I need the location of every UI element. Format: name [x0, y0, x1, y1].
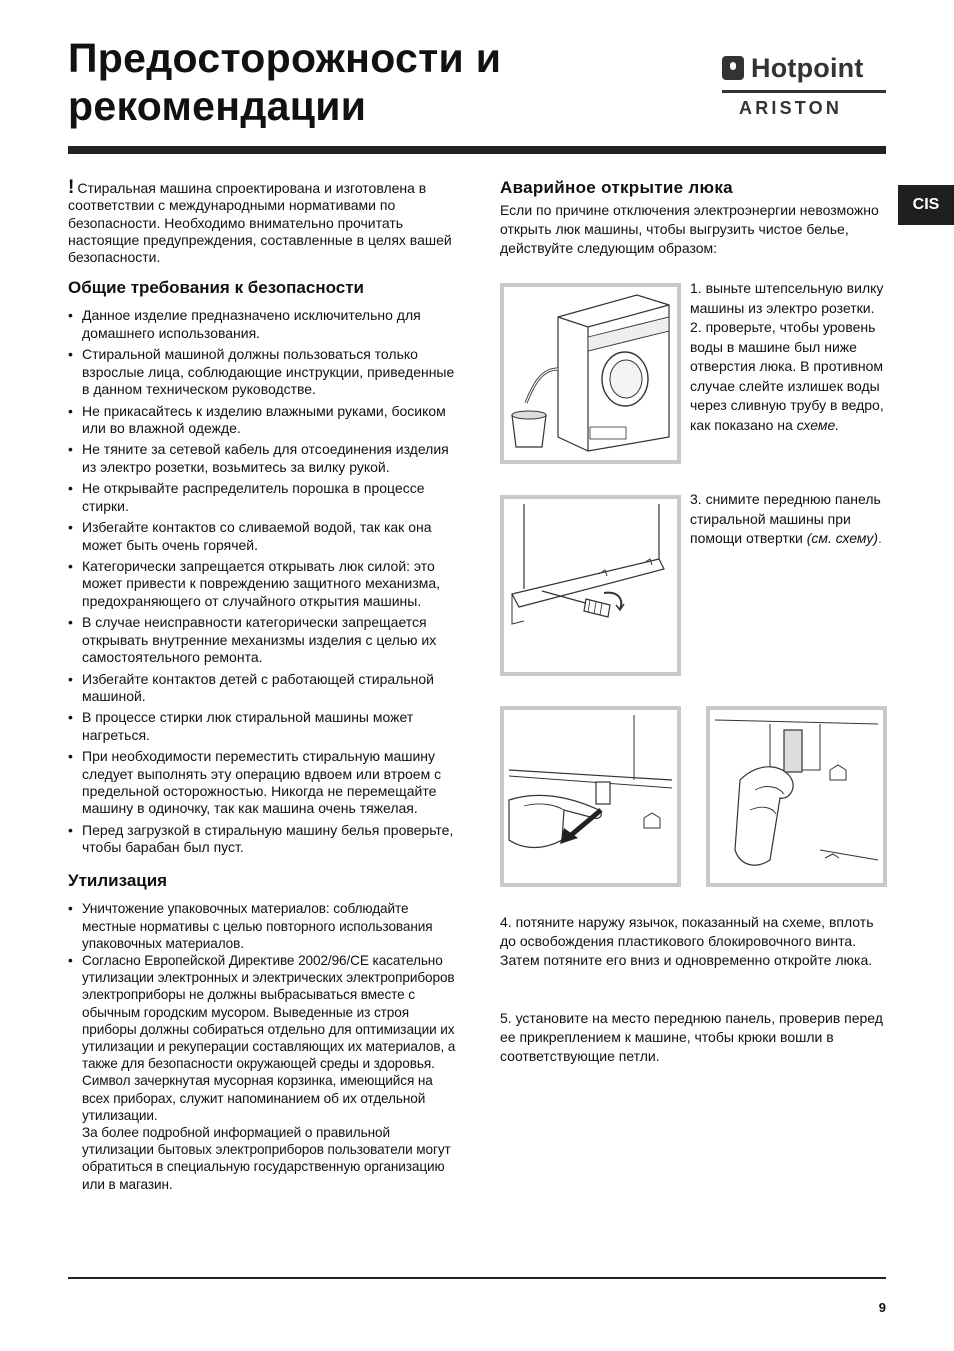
- list-item: • Уничтожение упаковочных материалов: соблюдайте местные нормативы с целью повторного использования упаковочных материалов.: [68, 900, 456, 952]
- list-item: • В случае неисправности категорически запрещается открывать внутренние механизмы изделия с целью их самостоятельного ремонта.: [68, 614, 456, 666]
- disposal-info-text: За более подробной информацией о правильной утилизации бытовых электроприборов пользователи могут обратиться в специальную государственную организацию или в магазин.: [82, 1125, 451, 1192]
- emergency-intro: Если по причине отключения электроэнергии невозможно открыть люк машины, чтобы выгрузить чистое белье, действуйте следующим образом:: [500, 202, 879, 256]
- step-1-text: 1. выньте штепсельную вилку машины из электро розетки.: [690, 280, 884, 316]
- page-title-line-1: Предосторожности и: [68, 35, 502, 81]
- tab-closeup-drawing: [710, 710, 883, 883]
- brand-divider: [722, 90, 886, 93]
- list-item: • Категорически запрещается открывать люк силой: это может привести к повреждению защитного механизма, предохраняющего от случайного открытия машины.: [68, 558, 456, 610]
- disposal-heading: Утилизация: [68, 871, 168, 891]
- step-3-reference: (см. схему): [806, 530, 879, 546]
- general-safety-list: [68, 307, 456, 856]
- step-1-2-text: [690, 279, 890, 435]
- page-title-line-2: рекомендации: [68, 83, 367, 129]
- step-3-end: .: [878, 530, 882, 546]
- general-safety-heading: Общие требования к безопасности: [68, 278, 364, 298]
- list-item: [68, 952, 456, 1193]
- pull-tab-drawing: [504, 710, 677, 883]
- list-item: • Избегайте контактов со сливаемой водой, так как она может быть очень горячей.: [68, 519, 456, 554]
- page-number: 9: [878, 1300, 886, 1315]
- list-item: • Не открывайте распределитель порошка в процессе стирки.: [68, 480, 456, 515]
- drain-drawing: [504, 287, 677, 460]
- page-title: [68, 34, 628, 130]
- pull-tab-illustration: [500, 706, 681, 887]
- intro-paragraph: [68, 177, 456, 266]
- list-item: • Не прикасайтесь к изделию влажными руками, босиком или во влажной одежде.: [68, 403, 456, 438]
- front-panel-illustration: [500, 495, 681, 676]
- list-item: • Перед загрузкой в стиральную машину белья проверьте, чтобы барабан был пуст.: [68, 822, 456, 857]
- brand-mark-icon: [722, 56, 744, 80]
- step-3-text-block: [690, 490, 886, 549]
- list-item: • Стиральной машиной должны пользоваться только взрослые лица, соблюдающие инструкции, приведенные в данном техническом руководстве.: [68, 346, 456, 398]
- step-2-reference: схеме.: [796, 416, 840, 433]
- step-3-text: 3. снимите переднюю панель стиральной машины при помощи отвертки: [690, 491, 881, 546]
- brand-logo: [722, 52, 886, 119]
- header-rule: [68, 146, 886, 154]
- tab-closeup-illustration: [706, 706, 887, 887]
- brand-subname: ARISTON: [739, 98, 843, 118]
- list-item: • При необходимости переместить стиральную машину следует выполнять эту операцию вдвоем или втроем с предельной осторожностью. Никогда не перемещайте машину в одиночку, так как машина очень тяжелая.: [68, 748, 456, 817]
- brand-name: Hotpoint: [751, 52, 864, 83]
- list-item: • Избегайте контактов детей с работающей стиральной машиной.: [68, 671, 456, 706]
- list-item: • Данное изделие предназначено исключительно для домашнего использования.: [68, 307, 456, 342]
- drain-illustration: [500, 283, 681, 464]
- list-item: • Не тяните за сетевой кабель для отсоединения изделия из электро розетки, возьмитесь за вилку рукой.: [68, 441, 456, 476]
- disposal-list: [68, 900, 456, 1192]
- step-5-text: 5. установите на место переднюю панель, проверив перед ее прикреплением к машине, чтобы крюки вошли в соответствующие петли.: [500, 1010, 883, 1064]
- intro-text: Стиральная машина спроектирована и изготовлена в соответствии с международными нормативами по безопасности. Необходимо внимательно прочитать настоящие предупреждения, составленные в целях вашей безопасности.: [68, 180, 452, 266]
- list-item: • В процессе стирки люк стиральной машины может нагреться.: [68, 709, 456, 744]
- step-2-text: 2. проверьте, чтобы уровень воды в машине был ниже отверстия люка. В противном случае слейте излишек воды через сливную трубу в ведро, как показано на: [690, 319, 884, 433]
- warning-mark: !: [68, 177, 75, 198]
- right-column: [500, 178, 886, 258]
- step-4-text: 4. потяните наружу язычок, показанный на схеме, вплоть до освобождения пластикового блокировочного винта. Затем потяните его вниз и одновременно откройте люка.: [500, 914, 874, 968]
- language-tab: CIS: [898, 185, 954, 225]
- disposal-directive-text: • Согласно Европейской Директиве 2002/96/CE касательно утилизации электронных и электрических электроприборов электроприборы не должны выбрасываться вместе с обычным городским мусором. Выведенные из строя приборы должны собираться отдельно для оптимизации их утилизации и рекуперации составляющих их материалов, а также для безопасности окружающей среды и здоровья. Символ зачеркнутая мусорная корзинка, имеющийся на всех приборах, служит напоминанием об их отдельной утилизации.: [82, 952, 456, 1123]
- footer-rule: [68, 1277, 886, 1279]
- left-column: [68, 177, 456, 1193]
- front-panel-drawing: [504, 499, 677, 672]
- emergency-heading: Аварийное открытие люка: [500, 178, 733, 197]
